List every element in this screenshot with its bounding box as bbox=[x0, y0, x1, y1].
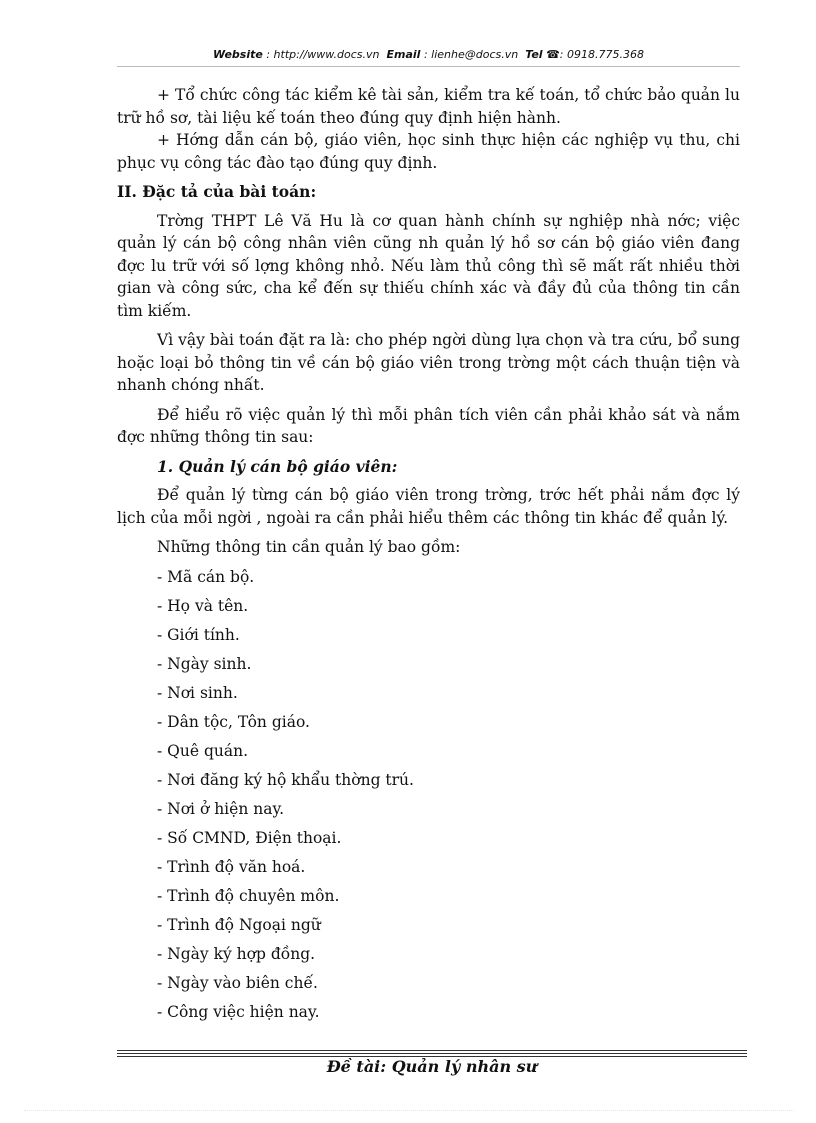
header-divider bbox=[117, 66, 740, 67]
paragraph-guidance: + Hớng dẫn cán bộ, giáo viên, học sinh thực hiện các nghiệp vụ thu, chi phục vụ công tác đào tạo đúng quy định. bbox=[117, 131, 740, 172]
page-header bbox=[117, 48, 740, 61]
list-item: - Nơi sinh. bbox=[157, 683, 238, 702]
info-field-list bbox=[117, 566, 740, 1030]
section-heading: II. Đặc tả của bài toán: bbox=[117, 182, 317, 201]
list-item: - Nơi đăng ký hộ khẩu thờng trú. bbox=[157, 770, 414, 789]
paragraph-info-list-intro: Những thông tin cần quản lý bao gồm: bbox=[157, 538, 461, 556]
list-item: - Giới tính. bbox=[157, 625, 240, 644]
telephone-icon: ☎ bbox=[546, 48, 560, 61]
paragraph-analysis-intro: Để hiểu rõ việc quản lý thì mỗi phân tích viên cần phải khảo sát và nắm đợc những thông tin sau: bbox=[117, 405, 740, 446]
list-item: - Trình độ Ngoại ngữ bbox=[157, 915, 321, 934]
paragraph-problem-statement: Vì vậy bài toán đặt ra là: cho phép ngời dùng lựa chọn và tra cứu, bổ sung hoặc loại bỏ thông tin về cán bộ giáo viên trong trờng một cách thuận tiện và nhanh chóng nhất. bbox=[117, 331, 740, 394]
list-item: - Trình độ chuyên môn. bbox=[157, 886, 340, 905]
paragraph-school-description: Trờng THPT Lê Vă Hu là cơ quan hành chính sự nghiệp nhà nớc; việc quản lý cán bộ công nhân viên cũng nh quản lý hồ sơ cán bộ giáo viên đang đợc lu trữ với số lợng không nhỏ. Nếu làm thủ công thì sẽ mất rất nhiều thời gian và công sức, cha kể đến sự thiếu chính xác và đầy đủ của thông tin cần tìm kiếm. bbox=[117, 211, 740, 320]
list-item: - Dân tộc, Tôn giáo. bbox=[157, 712, 310, 731]
tel-value: : 0918.775.368 bbox=[559, 48, 644, 61]
paragraph-accounting-inspection: + Tổ chức công tác kiểm kê tài sản, kiểm tra kế toán, tổ chức bảo quản lu trữ hồ sơ, tài liệu kế toán theo đúng quy định hiện hành. bbox=[117, 86, 740, 127]
list-item: - Họ và tên. bbox=[157, 596, 249, 615]
email-value: : lienhe@docs.vn bbox=[423, 48, 519, 61]
list-item: - Trình độ văn hoá. bbox=[157, 857, 306, 876]
website-value: : http://www.docs.vn bbox=[266, 48, 380, 61]
list-item: - Công việc hiện nay. bbox=[157, 1002, 320, 1021]
list-item: - Ngày sinh. bbox=[157, 654, 252, 673]
list-item: - Nơi ở hiện nay. bbox=[157, 799, 285, 818]
email-label: Email bbox=[386, 48, 421, 61]
list-item: - Ngày ký hợp đồng. bbox=[157, 944, 316, 963]
document-body bbox=[117, 84, 740, 1030]
list-item: - Số CMND, Điện thoại. bbox=[157, 828, 342, 847]
website-label: Website bbox=[213, 48, 263, 61]
subsection-heading: 1. Quản lý cán bộ giáo viên: bbox=[157, 456, 398, 476]
paragraph-management-intro: Để quản lý từng cán bộ giáo viên trong trờng, trớc hết phải nắm đợc lý lịch của mỗi ngời , ngoài ra cần phải hiểu thêm các thông tin khác để quản lý. bbox=[117, 486, 740, 527]
page-edge-divider bbox=[24, 1110, 794, 1111]
list-item: - Mã cán bộ. bbox=[157, 567, 255, 586]
list-item: - Quê quán. bbox=[157, 741, 249, 760]
footer-title: Đề tài: Quản lý nhân sư bbox=[326, 1057, 538, 1076]
list-item: - Ngày vào biên chế. bbox=[157, 973, 318, 992]
tel-label: Tel bbox=[525, 48, 543, 61]
